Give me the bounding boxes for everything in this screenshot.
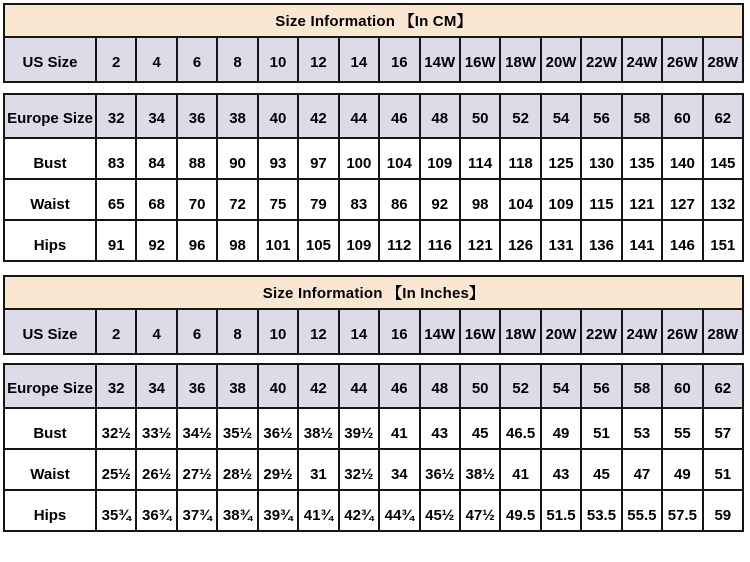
row-gap	[3, 355, 750, 363]
size-table-inches-header	[3, 275, 744, 355]
value-cell: 32½	[96, 408, 136, 449]
value-cell: 118	[500, 138, 540, 179]
value-cell: 84	[136, 138, 176, 179]
value-cell: 51.5	[541, 490, 581, 531]
value-cell: 34	[136, 364, 176, 408]
value-cell: 2	[96, 37, 136, 82]
value-cell: 116	[420, 220, 460, 261]
value-cell: 109	[420, 138, 460, 179]
hips-row-inches	[4, 490, 743, 531]
value-cell: 26W	[662, 309, 702, 354]
value-cell: 121	[460, 220, 500, 261]
value-cell: 14	[339, 309, 379, 354]
value-cell: 55	[662, 408, 702, 449]
value-cell: 22W	[581, 309, 621, 354]
value-cell: 2	[96, 309, 136, 354]
value-cell: 38½	[460, 449, 500, 490]
row-label-bust: Bust	[4, 138, 96, 179]
value-cell: 104	[500, 179, 540, 220]
value-cell: 36¾	[136, 490, 176, 531]
value-cell: 49.5	[500, 490, 540, 531]
value-cell: 28W	[703, 309, 743, 354]
value-cell: 136	[581, 220, 621, 261]
value-cell: 51	[703, 449, 743, 490]
value-cell: 35¾	[96, 490, 136, 531]
value-cell: 75	[258, 179, 298, 220]
value-cell: 132	[703, 179, 743, 220]
value-cell: 90	[217, 138, 257, 179]
waist-row-inches	[4, 449, 743, 490]
value-cell: 31	[298, 449, 338, 490]
value-cell: 42¾	[339, 490, 379, 531]
value-cell: 97	[298, 138, 338, 179]
value-cell: 130	[581, 138, 621, 179]
value-cell: 72	[217, 179, 257, 220]
value-cell: 41	[500, 449, 540, 490]
value-cell: 4	[136, 309, 176, 354]
value-cell: 43	[420, 408, 460, 449]
value-cell: 10	[258, 37, 298, 82]
row-label-waist: Waist	[4, 449, 96, 490]
value-cell: 14W	[420, 37, 460, 82]
value-cell: 45½	[420, 490, 460, 531]
value-cell: 114	[460, 138, 500, 179]
value-cell: 65	[96, 179, 136, 220]
value-cell: 6	[177, 37, 217, 82]
value-cell: 36½	[420, 449, 460, 490]
value-cell: 47	[622, 449, 662, 490]
value-cell: 58	[622, 94, 662, 138]
value-cell: 145	[703, 138, 743, 179]
value-cell: 16W	[460, 309, 500, 354]
value-cell: 38	[217, 94, 257, 138]
value-cell: 109	[339, 220, 379, 261]
size-table-cm-body	[3, 93, 744, 262]
value-cell: 14	[339, 37, 379, 82]
value-cell: 141	[622, 220, 662, 261]
value-cell: 92	[136, 220, 176, 261]
value-cell: 57.5	[662, 490, 702, 531]
value-cell: 12	[298, 37, 338, 82]
value-cell: 37¾	[177, 490, 217, 531]
us-size-row-inches	[4, 309, 743, 354]
value-cell: 46	[379, 94, 419, 138]
value-cell: 54	[541, 94, 581, 138]
us-size-row-cm	[4, 37, 743, 82]
value-cell: 28½	[217, 449, 257, 490]
value-cell: 83	[96, 138, 136, 179]
value-cell: 93	[258, 138, 298, 179]
row-label-hips: Hips	[4, 220, 96, 261]
row-label-europe-size: Europe Size	[4, 94, 96, 138]
value-cell: 46	[379, 364, 419, 408]
value-cell: 62	[703, 364, 743, 408]
value-cell: 52	[500, 94, 540, 138]
value-cell: 41¾	[298, 490, 338, 531]
value-cell: 60	[662, 94, 702, 138]
value-cell: 10	[258, 309, 298, 354]
value-cell: 18W	[500, 309, 540, 354]
value-cell: 127	[662, 179, 702, 220]
value-cell: 92	[420, 179, 460, 220]
value-cell: 140	[662, 138, 702, 179]
value-cell: 79	[298, 179, 338, 220]
row-label-hips: Hips	[4, 490, 96, 531]
value-cell: 49	[541, 408, 581, 449]
value-cell: 115	[581, 179, 621, 220]
value-cell: 60	[662, 364, 702, 408]
value-cell: 24W	[622, 37, 662, 82]
value-cell: 6	[177, 309, 217, 354]
hips-row-cm	[4, 220, 743, 261]
row-label-us-size: US Size	[4, 309, 96, 354]
table-title-cm: Size Information 【In CM】	[4, 4, 743, 37]
value-cell: 88	[177, 138, 217, 179]
value-cell: 16	[379, 309, 419, 354]
value-cell: 51	[581, 408, 621, 449]
value-cell: 47½	[460, 490, 500, 531]
value-cell: 53.5	[581, 490, 621, 531]
value-cell: 32	[96, 94, 136, 138]
value-cell: 100	[339, 138, 379, 179]
value-cell: 50	[460, 94, 500, 138]
value-cell: 101	[258, 220, 298, 261]
value-cell: 121	[622, 179, 662, 220]
value-cell: 126	[500, 220, 540, 261]
value-cell: 35½	[217, 408, 257, 449]
value-cell: 56	[581, 94, 621, 138]
value-cell: 12	[298, 309, 338, 354]
table-title-inches: Size Information 【In Inches】	[4, 276, 743, 309]
table-gap	[3, 262, 750, 275]
value-cell: 48	[420, 364, 460, 408]
value-cell: 33½	[136, 408, 176, 449]
value-cell: 104	[379, 138, 419, 179]
value-cell: 34	[136, 94, 176, 138]
value-cell: 68	[136, 179, 176, 220]
row-gap	[3, 83, 750, 93]
value-cell: 105	[298, 220, 338, 261]
value-cell: 25½	[96, 449, 136, 490]
value-cell: 91	[96, 220, 136, 261]
value-cell: 34	[379, 449, 419, 490]
value-cell: 20W	[541, 37, 581, 82]
value-cell: 58	[622, 364, 662, 408]
value-cell: 40	[258, 364, 298, 408]
value-cell: 125	[541, 138, 581, 179]
value-cell: 151	[703, 220, 743, 261]
value-cell: 36	[177, 364, 217, 408]
value-cell: 86	[379, 179, 419, 220]
value-cell: 26W	[662, 37, 702, 82]
value-cell: 20W	[541, 309, 581, 354]
value-cell: 8	[217, 309, 257, 354]
value-cell: 44	[339, 364, 379, 408]
value-cell: 48	[420, 94, 460, 138]
value-cell: 41	[379, 408, 419, 449]
value-cell: 53	[622, 408, 662, 449]
value-cell: 109	[541, 179, 581, 220]
size-table-inches-body	[3, 363, 744, 532]
value-cell: 40	[258, 94, 298, 138]
value-cell: 34½	[177, 408, 217, 449]
value-cell: 18W	[500, 37, 540, 82]
value-cell: 36	[177, 94, 217, 138]
value-cell: 4	[136, 37, 176, 82]
value-cell: 16W	[460, 37, 500, 82]
value-cell: 62	[703, 94, 743, 138]
value-cell: 44	[339, 94, 379, 138]
value-cell: 43	[541, 449, 581, 490]
row-label-bust: Bust	[4, 408, 96, 449]
value-cell: 42	[298, 94, 338, 138]
value-cell: 38½	[298, 408, 338, 449]
row-label-europe-size: Europe Size	[4, 364, 96, 408]
value-cell: 70	[177, 179, 217, 220]
value-cell: 112	[379, 220, 419, 261]
value-cell: 16	[379, 37, 419, 82]
value-cell: 14W	[420, 309, 460, 354]
europe-size-row-cm	[4, 94, 743, 138]
value-cell: 38	[217, 364, 257, 408]
value-cell: 57	[703, 408, 743, 449]
value-cell: 45	[581, 449, 621, 490]
value-cell: 36½	[258, 408, 298, 449]
value-cell: 55.5	[622, 490, 662, 531]
value-cell: 131	[541, 220, 581, 261]
value-cell: 38¾	[217, 490, 257, 531]
value-cell: 135	[622, 138, 662, 179]
value-cell: 98	[460, 179, 500, 220]
value-cell: 54	[541, 364, 581, 408]
value-cell: 42	[298, 364, 338, 408]
value-cell: 59	[703, 490, 743, 531]
value-cell: 98	[217, 220, 257, 261]
value-cell: 28W	[703, 37, 743, 82]
waist-row-cm	[4, 179, 743, 220]
value-cell: 44¾	[379, 490, 419, 531]
value-cell: 46.5	[500, 408, 540, 449]
value-cell: 45	[460, 408, 500, 449]
value-cell: 32	[96, 364, 136, 408]
value-cell: 29½	[258, 449, 298, 490]
value-cell: 96	[177, 220, 217, 261]
value-cell: 52	[500, 364, 540, 408]
value-cell: 39½	[339, 408, 379, 449]
value-cell: 26½	[136, 449, 176, 490]
row-label-waist: Waist	[4, 179, 96, 220]
value-cell: 32½	[339, 449, 379, 490]
value-cell: 24W	[622, 309, 662, 354]
value-cell: 83	[339, 179, 379, 220]
value-cell: 8	[217, 37, 257, 82]
title-row-cm	[4, 4, 743, 37]
value-cell: 27½	[177, 449, 217, 490]
row-label-us-size: US Size	[4, 37, 96, 82]
value-cell: 50	[460, 364, 500, 408]
bust-row-inches	[4, 408, 743, 449]
value-cell: 39¾	[258, 490, 298, 531]
size-table-cm-header	[3, 3, 744, 83]
europe-size-row-inches	[4, 364, 743, 408]
value-cell: 49	[662, 449, 702, 490]
value-cell: 22W	[581, 37, 621, 82]
value-cell: 56	[581, 364, 621, 408]
value-cell: 146	[662, 220, 702, 261]
title-row-inches	[4, 276, 743, 309]
bust-row-cm	[4, 138, 743, 179]
